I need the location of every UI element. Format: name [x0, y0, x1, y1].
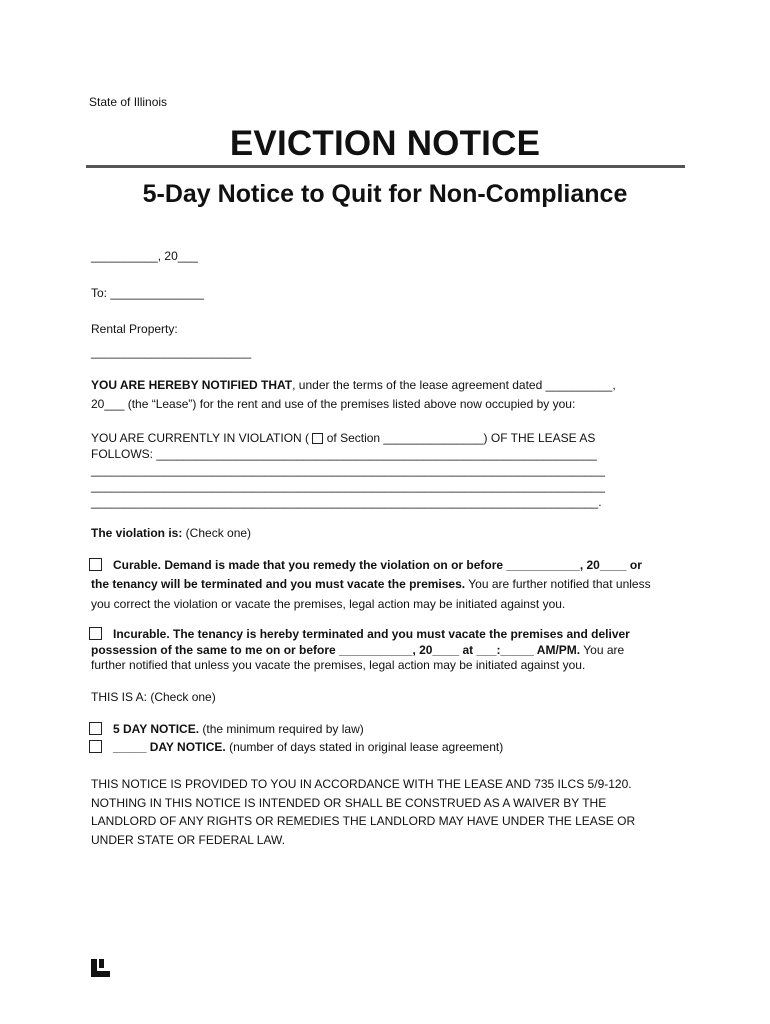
violation-details-line2[interactable]: _____________________________________________________________________________ — [91, 463, 605, 477]
custom-day-option-bold: _____ DAY NOTICE. — [113, 740, 226, 754]
incurable-checkbox[interactable] — [89, 627, 102, 640]
notice-paragraph-line2: 20___ (the “Lease”) for the rent and use of the premises listed above now occupied by you: — [91, 397, 576, 411]
curable-line3: you correct the violation or vacate the premises, legal action may be initiated against you. — [91, 597, 566, 611]
violation-details-line1[interactable]: FOLLOWS: __________________________________________________________________ — [91, 447, 597, 461]
violation-statement-part2: of Section _______________) OF THE LEASE AS — [326, 431, 596, 445]
violation-details-line3[interactable]: _____________________________________________________________________________ — [91, 479, 605, 493]
curable-line2-bold: the tenancy will be terminated and you must vacate the premises. — [91, 577, 466, 591]
title-divider — [86, 165, 685, 168]
legal-line2: NOTHING IN THIS NOTICE IS INTENDED OR SHALL BE CONSTRUED AS A WAIVER BY THE — [91, 796, 607, 810]
curable-line2 — [91, 577, 651, 592]
violation-type-label-rest: (Check one) — [182, 526, 252, 540]
custom-day-option — [113, 740, 503, 755]
date-field[interactable]: __________, 20___ — [91, 249, 198, 263]
five-day-option — [113, 722, 364, 737]
five-day-option-bold: 5 DAY NOTICE. — [113, 722, 200, 736]
recipient-field[interactable]: To: ______________ — [91, 286, 204, 300]
legal-line3: LANDLORD OF ANY RIGHTS OR REMEDIES THE LANDLORD MAY HAVE UNDER THE LEASE OR — [91, 814, 636, 828]
curable-checkbox[interactable] — [89, 558, 102, 571]
curable-line2-rest: You are further notified that unless — [465, 577, 651, 591]
violation-type-label — [91, 526, 251, 541]
incurable-line3: further notified that unless you vacate the premises, legal action may be initiated against you. — [91, 658, 586, 672]
incurable-line2 — [91, 643, 624, 658]
five-day-checkbox[interactable] — [89, 722, 102, 735]
curable-line1: Curable. Demand is made that you remedy the violation on or before ___________, 20____ or — [113, 558, 642, 572]
document-title: EVICTION NOTICE — [229, 124, 541, 163]
notice-lead: YOU ARE HEREBY NOTIFIED THAT — [91, 378, 293, 392]
violation-statement-line1 — [91, 431, 595, 446]
violation-type-label-bold: The violation is: — [91, 526, 183, 540]
incurable-line2-rest: You are — [580, 643, 625, 657]
rental-property-field[interactable]: ________________________ — [91, 345, 252, 359]
notice-lead-rest: , under the terms of the lease agreement dated __________, — [292, 378, 616, 392]
violation-statement-part1: YOU ARE CURRENTLY IN VIOLATION ( — [91, 431, 310, 445]
incurable-line2-bold: possession of the same to me on or before ___________, 20____ at ___:_____ AM/PM. — [91, 643, 581, 657]
five-day-option-rest: (the minimum required by law) — [199, 722, 364, 736]
incurable-line1: Incurable. The tenancy is hereby terminated and you must vacate the premises and deliver — [113, 627, 630, 641]
legal-line1: THIS NOTICE IS PROVIDED TO YOU IN ACCORDANCE WITH THE LEASE AND 735 ILCS 5/9-120. — [91, 777, 632, 791]
state-label: State of Illinois — [89, 95, 168, 109]
rental-property-label: Rental Property: — [91, 322, 178, 336]
notice-type-label: THIS IS A: (Check one) — [91, 690, 216, 704]
notice-paragraph-line1 — [91, 378, 616, 393]
document-subtitle: 5-Day Notice to Quit for Non-Compliance — [142, 180, 628, 208]
legal-line4: UNDER STATE OR FEDERAL LAW. — [91, 833, 286, 847]
brand-logo-icon — [90, 958, 112, 978]
custom-day-option-rest: (number of days stated in original lease agreement) — [225, 740, 504, 754]
custom-day-checkbox[interactable] — [89, 740, 102, 753]
section-checkbox[interactable] — [312, 433, 323, 444]
violation-details-line4[interactable]: ____________________________________________________________________________. — [91, 495, 602, 509]
